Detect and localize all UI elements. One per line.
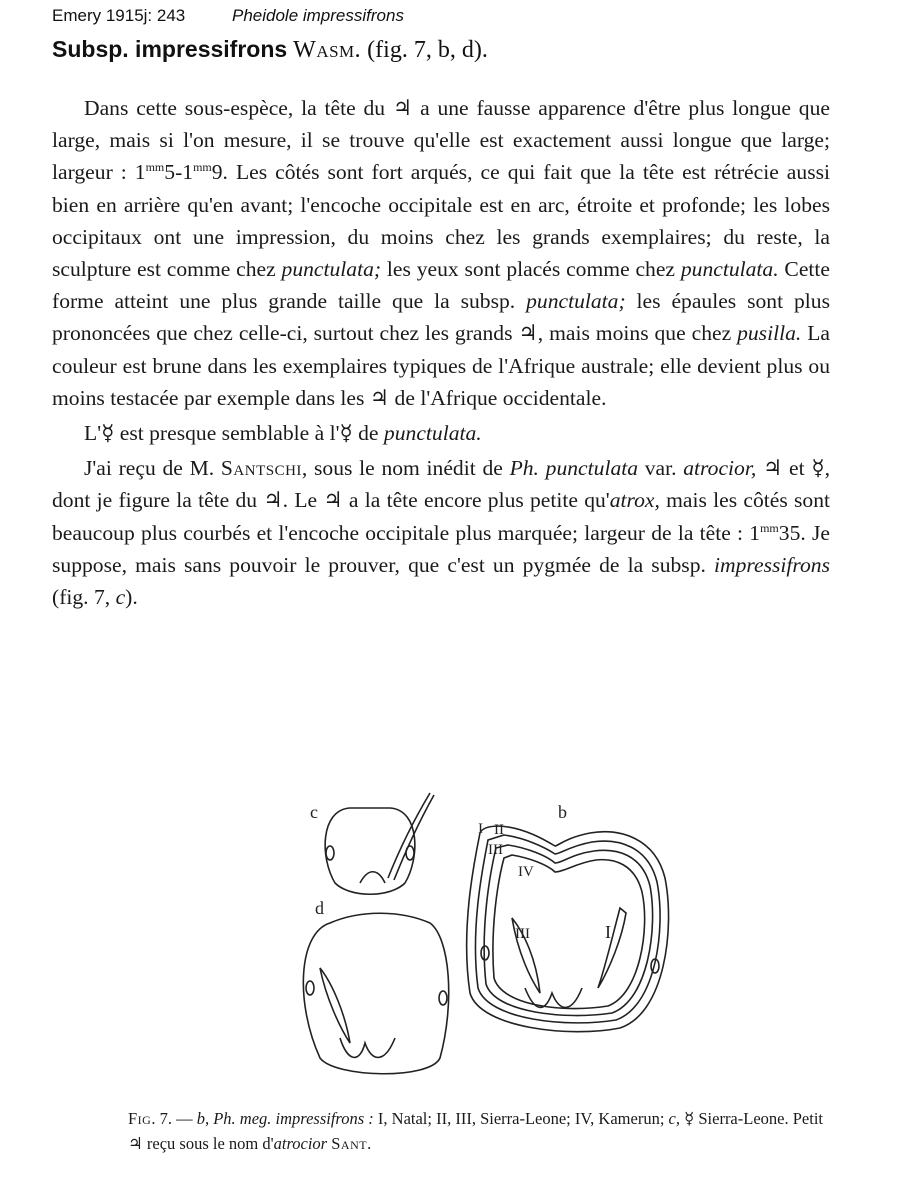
- paragraph-2: [52, 417, 830, 449]
- fig-roman-I-outer: I: [478, 821, 483, 837]
- text-run: .: [367, 1134, 372, 1153]
- section-heading: [52, 36, 488, 64]
- italic-text: c: [115, 585, 126, 610]
- fig-roman-II: II: [494, 822, 504, 838]
- superscript: mm: [193, 160, 212, 175]
- small-caps-text: Santschi: [220, 456, 302, 481]
- italic-text: atrocior: [273, 1134, 328, 1153]
- citation: Emery 1915j: 243: [52, 6, 186, 25]
- head-d-drawing: [303, 913, 448, 1074]
- italic-text: punctulata.: [680, 257, 779, 282]
- fig-roman-III-outer: III: [488, 842, 503, 858]
- text-run: L'☿ est presque semblable à l'☿ de: [84, 421, 384, 446]
- text-run: mais les côtés sont beaucoup plus courbés et l'encoche occipitale plus marquée; largeur de la tête : 1: [52, 488, 830, 545]
- head-c-drawing: [325, 793, 434, 894]
- fig-roman-IV: IV: [518, 864, 534, 880]
- italic-text: punctulata.: [383, 421, 482, 446]
- italic-text: punctulata;: [281, 257, 382, 282]
- italic-text: impressifrons: [714, 552, 830, 577]
- italic-text: atrocior,: [683, 456, 757, 481]
- text-run: La couleur est brune dans les exemplaires typiques de l'Afrique australe; elle devient plus ou moins testacée par exemple dans les ♃ de l'Afrique occidentale.: [52, 321, 830, 410]
- author-abbrev: Wasm.: [293, 37, 362, 63]
- figure-reference: (fig. 7, b, d).: [367, 37, 488, 63]
- small-caps-text: Fig: [128, 1109, 152, 1128]
- superscript: mm: [145, 160, 165, 175]
- paragraph-1: [52, 92, 830, 414]
- figure-caption: [128, 1106, 828, 1156]
- italic-text: Ph. punctulata: [509, 456, 639, 481]
- figure-7-drawing: [290, 788, 680, 1088]
- fig-label-d: d: [315, 898, 324, 918]
- page-header: [52, 6, 404, 26]
- paragraph-3: [52, 452, 830, 613]
- text-run: Cette forme atteint une plus grande taille que la subsp.: [52, 257, 830, 314]
- text-run: les épaules sont plus prononcées que chez celle-ci, surtout chez les grands ♃, mais moins que chez: [52, 289, 830, 346]
- text-run: , sous le nom inédit de: [301, 456, 510, 481]
- text-run: 9. Les côtés sont fort arqués, ce qui fait que la tête est rétrécie aussi bien en arrière qu'en avant; l'encoche occipitale est en arc, étroite et profonde; les lobes occipitaux ont une impression, du moins chez les grands exemplaires; du reste, la sculpture est comme chez: [52, 160, 830, 282]
- fig-label-c: c: [310, 802, 318, 822]
- species-name: Pheidole impressifrons: [231, 6, 404, 25]
- text-run: . 7. —: [151, 1109, 197, 1128]
- text-run: 35. Je suppose, mais sans pouvoir le prouver, que c'est un pygmée de la subsp.: [52, 520, 830, 577]
- fig-roman-I-inner: I: [605, 922, 611, 942]
- subspecies-name: Subsp. impressifrons: [52, 36, 288, 62]
- body-text: [52, 92, 830, 613]
- text-run: les yeux sont placés comme chez: [381, 257, 681, 282]
- text-run: ).: [125, 585, 138, 610]
- text-run: Dans cette sous-espèce, la tête du ♃ a une fausse apparence d'être plus longue que large, mais si l'on mesure, il se trouve qu'elle est exactement aussi longue que large; largeur : 1: [52, 96, 830, 185]
- small-caps-text: Sant: [331, 1134, 368, 1153]
- fig-label-b: b: [558, 802, 567, 822]
- text-run: J'ai reçu de M.: [84, 456, 221, 481]
- italic-text: c,: [668, 1109, 680, 1128]
- italic-text: punctulata;: [526, 289, 626, 314]
- fig-roman-III-inner: III: [515, 926, 530, 942]
- text-run: 5-1: [164, 160, 194, 185]
- text-run: I, Natal; II, III, Sierra-Leone; IV, Kamerun;: [373, 1109, 669, 1128]
- superscript: mm: [760, 520, 779, 535]
- text-run: ♃ et ☿, dont je figure la tête du ♃. Le ♃ a la tête encore plus petite qu': [52, 456, 830, 513]
- text-run: var.: [638, 456, 684, 481]
- text-run: (fig. 7,: [52, 585, 116, 610]
- italic-text: b, Ph. meg. impressifrons :: [196, 1109, 374, 1128]
- italic-text: pusilla.: [737, 321, 802, 346]
- italic-text: atrox,: [609, 488, 660, 513]
- text-run: ☿ Sierra-Leone. Petit ♃ reçu sous le nom d': [128, 1109, 823, 1153]
